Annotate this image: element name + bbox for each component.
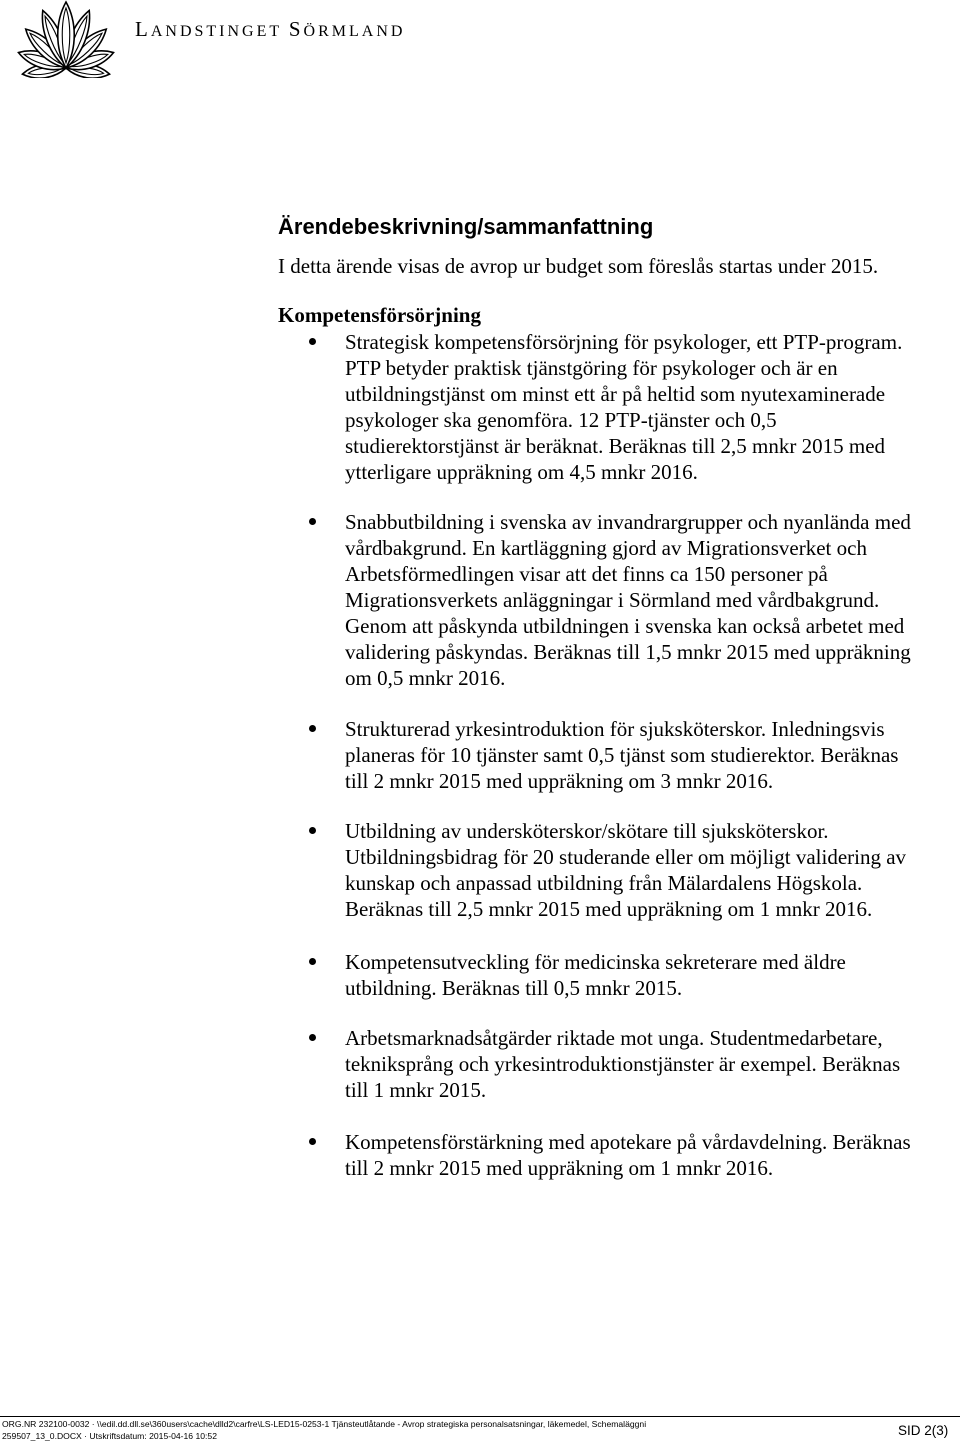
list-item [345,716,898,794]
list-item-line: psykologer ska genomföra. 12 PTP-tjänster och 0,5 [345,408,777,432]
bullet-icon [309,725,316,732]
bullet-icon [309,518,316,525]
org-name-initial: S [288,17,304,41]
list-item-line: kunskap och anpassad utbildning från Mälardalens Högskola. [345,871,863,895]
list-item [345,818,906,922]
list-item-line: Genom att påskynda utbildningen i svenska kan också arbetet med [345,614,905,638]
bullet-icon [309,1034,316,1041]
footer-print-date: 259507_13_0.DOCX · Utskriftsdatum: 2015-04-16 10:52 [2,1431,217,1441]
list-item-line: planeras för 10 tjänster samt 0,5 tjänst som studierektor. Beräknas [345,743,899,767]
list-item-line: till 2 mnkr 2015 med uppräkning om 1 mnkr 2016. [345,1156,774,1180]
list-item-line: vårdbakgrund. En kartläggning gjord av Migrationsverket och [345,536,867,560]
bullet-icon [309,338,316,345]
list-item-line: Kompetensförstärkning med apotekare på vårdavdelning. Beräknas [345,1130,911,1154]
list-item-line: tekniksprång och yrkesintroduktionstjänster är exempel. Beräknas [345,1052,901,1076]
list-item [345,1025,900,1103]
list-item-line: Utbildning av undersköterskor/skötare till sjuksköterskor. [345,819,829,843]
bullet-icon [309,827,316,834]
footer-document-path: ORG.NR 232100-0032 · \\edil.dd.dll.se\360users\cache\dlld2\carfre\LS-LED15-0253-1 Tjänsteutlåtande - Avrop strategiska personalsatsningar, läkemedel, Schemaläggni [2,1419,647,1429]
list-item-line: Beräknas till 2,5 mnkr 2015 med uppräkning om 1 mnkr 2016. [345,897,873,921]
list-item-line: Arbetsmarknadsåtgärder riktade mot unga. Studentmedarbetare, [345,1026,883,1050]
list-item-line: validering påskyndas. Beräknas till 1,5 mnkr 2015 med uppräkning [345,640,911,664]
list-item [345,509,911,691]
list-item-line: Strukturerad yrkesintroduktion för sjuksköterskor. Inledningsvis [345,717,885,741]
bullet-icon [309,1138,316,1145]
list-item-line: Arbetsförmedlingen visar att det finns ca 150 personer på [345,562,828,586]
intro-paragraph: I detta ärende visas de avrop ur budget som föreslås startas under 2015. [278,254,879,278]
subsection-heading: Kompetensförsörjning [278,303,481,327]
list-item-line: Utbildningsbidrag för 20 studerande eller om möjligt validering av [345,845,907,869]
list-item-line: utbildningstjänst om minst ett år på heltid som nyutexaminerade [345,382,886,406]
landstinget-logo-icon [8,0,124,78]
list-item [345,329,902,485]
org-name: LANDSTINGET SÖRMLAND [135,17,406,41]
list-item-line: studierektorstjänst är beräknat. Beräknas till 2,5 mnkr 2015 med [345,434,886,458]
list-item-line: till 1 mnkr 2015. [345,1078,487,1102]
list-item-line: Snabbutbildning i svenska av invandrargrupper och nyanlända med [345,510,911,534]
list-item-line: till 2 mnkr 2015 med uppräkning om 3 mnkr 2016. [345,769,774,793]
org-name-initial: L [135,17,151,41]
list-item-line: om 0,5 mnkr 2016. [345,666,506,690]
list-item [345,1129,911,1181]
bullet-icon [309,958,316,965]
list-item-line: ytterligare uppräkning om 4,5 mnkr 2016. [345,460,698,484]
list-item-line: Kompetensutveckling för medicinska sekreterare med äldre [345,950,846,974]
list-item-line: Migrationsverkets anläggningar i Sörmland med vårdbakgrund. [345,588,880,612]
list-item-line: Strategisk kompetensförsörjning för psykologer, ett PTP-program. [345,330,903,354]
list-item-line: utbildning. Beräknas till 0,5 mnkr 2015. [345,976,683,1000]
page-number: SID 2(3) [898,1423,949,1438]
footer-divider [0,1416,960,1417]
list-item-line: PTP betyder praktisk tjänstgöring för psykologer och är en [345,356,838,380]
list-item [345,949,846,1001]
section-heading: Ärendebeskrivning/sammanfattning [278,214,654,239]
